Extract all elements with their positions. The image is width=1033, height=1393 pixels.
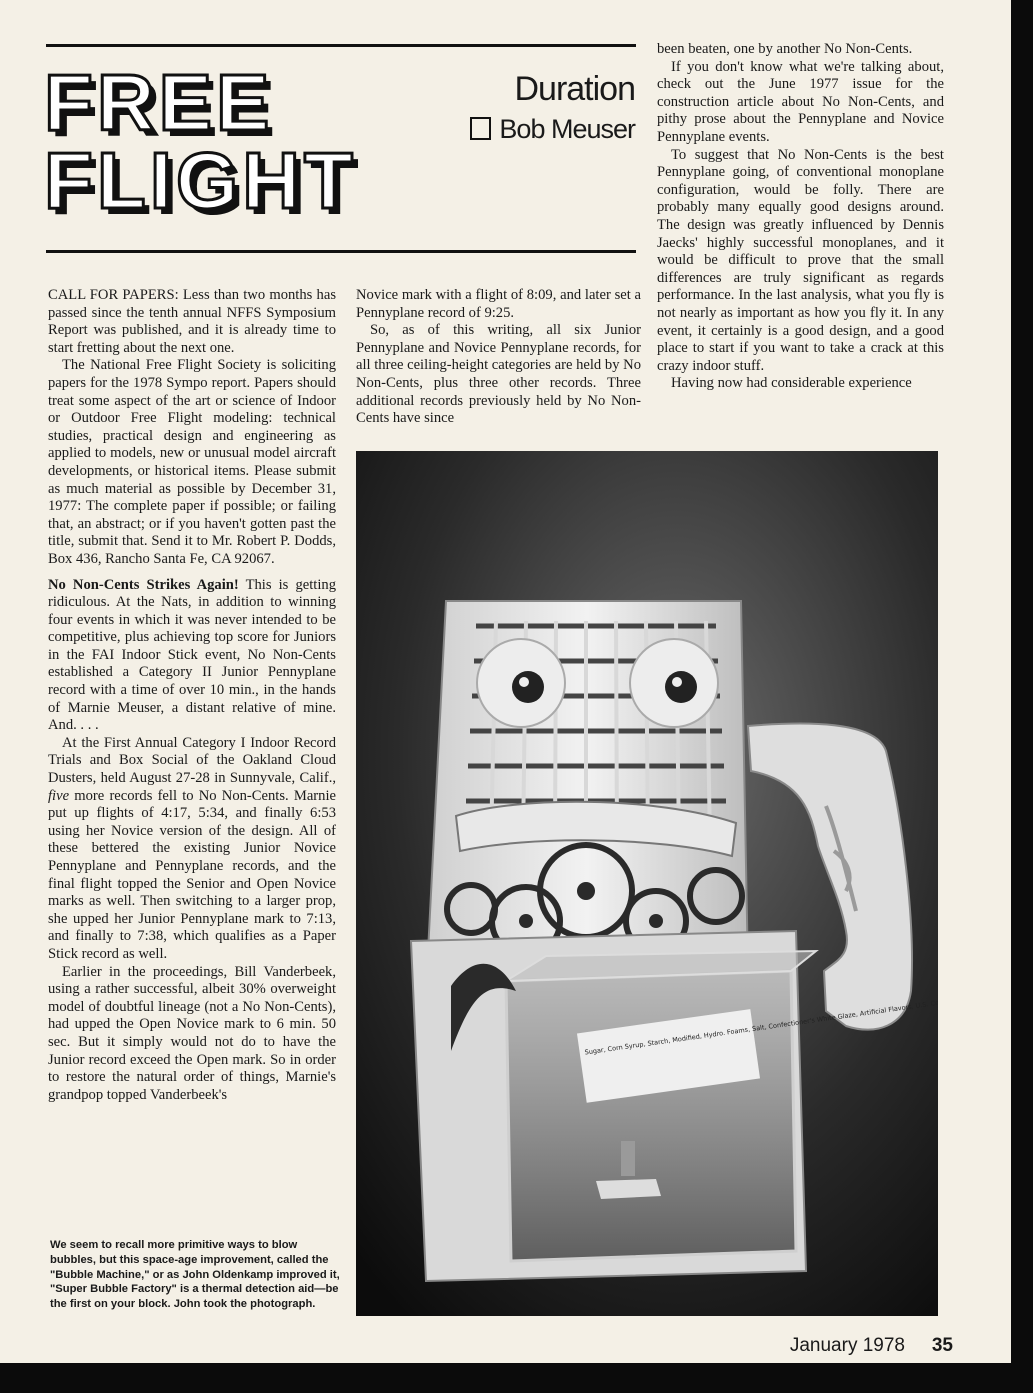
- paragraph: So, as of this writing, all six Junior Pennyplane and Novice Pennyplane records, for all three ceiling-height categories are held by No Non-Cents, plus three other records. Three additional records previously held by No Non-Cents have since: [356, 322, 641, 427]
- checkbox-icon: [470, 117, 491, 140]
- paragraph: At the First Annual Category I Indoor Record Trials and Box Social of the Oakland Cloud Dusters, held August 27-28 in Sunnyvale, Calif., five more records fell to No Non-Cents. Marnie put up flights of 4:17, 5:34, and finally 6:53 using her Novice version of the design. All of these bettered the existing Junior Novice Pennyplane and Pennyplane records, and the final flight topped the Senior and Open Novice marks as well. Then switching to a larger prop, she upped her Junior Pennyplane mark to 7:13, and finally to 7:38, which qualifies as a Paper Stick record as well.: [48, 734, 336, 962]
- paragraph: No Non-Cents Strikes Again! This is getting ridiculous. At the Nats, in addition to winning four events in which it was never intended to be competitive, plus achieving top score for Juniors in the FAI Indoor Stick event, No Non-Cents established a Category II Junior Pennyplane record with a time of over 10 min., in the hands of Marnie Meuser, a distant relative of mine. And. . . .: [48, 576, 336, 734]
- photo-caption: We seem to recall more primitive ways to blow bubbles, but this space-age improvement, called the "Bubble Machine," or as John Oldenkamp improved it, "Super Bubble Factory" is a thermal detection aid—be the first on your block. John took the photograph.: [50, 1239, 340, 1311]
- paragraph: been beaten, one by another No Non-Cents.: [657, 41, 913, 57]
- paragraph: The National Free Flight Society is soliciting papers for the 1978 Sympo report. Papers should treat some aspect of the art or science of Indoor or Outdoor Free Flight modeling: technical studies, practical design and engineering as applied to models, new or unusual model aircraft developments, or historical items. Please submit as much material as possible by December 31, 1977: The complete paper if possible; or failing that, an abstract; or if you haven't gotten past the title, submit that. Send it to Mr. Robert P. Dodds, Box 436, Rancho Santa Fe, CA 92067.: [48, 357, 336, 567]
- paragraph: CALL FOR PAPERS: Less than two months has passed since the tenth annual NFFS Symposium Report was published, and it is already time to start fretting about the next one.: [48, 287, 336, 356]
- column-1: [48, 287, 336, 1104]
- bottom-rule: [46, 250, 636, 253]
- subheading: No Non-Cents Strikes Again!: [48, 576, 239, 593]
- author-name: Bob Meuser: [499, 114, 635, 144]
- column-3: [657, 41, 944, 393]
- scan-border-right: [1011, 0, 1033, 1393]
- candy-label-text: Sugar, Corn Syrup, Starch, Modified, Hydro. Foams, Salt, Confectioner's White Glaze, Artificial Flavors, U.S. Certified: [584, 996, 938, 1057]
- issue-date: January 1978: [789, 1335, 905, 1356]
- logo-line-1: FREE: [44, 58, 274, 147]
- top-rule: [46, 44, 636, 47]
- logo-line-2: FLIGHT: [44, 136, 357, 225]
- column-2: [356, 287, 641, 428]
- photo-illustration: [356, 451, 938, 1316]
- free-flight-logo: [44, 58, 389, 225]
- section-title: Duration: [514, 70, 635, 108]
- paragraph: Earlier in the proceedings, Bill Vanderbeek, using a rather successful, albeit 30% overweight model of doubtful lineage (not a No Non-Cents), had upped the Open Novice mark to 6 min. 50 sec. But it simply would not do to have the Junior record exceed the Open mark. So in order to restore the natural order of things, Marnie's grandpop topped Vanderbeek's: [48, 963, 336, 1103]
- paragraph: If you don't know what we're talking about, check out the June 1977 issue for the construction article about No Non-Cents, and pithy prose about the Pennyplane and Novice Pennyplane events.: [657, 58, 944, 145]
- paragraph: Having now had considerable experience: [671, 375, 912, 392]
- author-byline: [470, 114, 635, 145]
- scan-border-bottom: [0, 1363, 1033, 1393]
- bubble-machine-photo: [356, 451, 938, 1316]
- paragraph: To suggest that No Non-Cents is the best Pennyplane going, of conventional monoplane configuration, would be folly. There are probably many equally good designs around. The design was greatly influenced by Dennis Jaecks' highly successful monoplanes, and it would be difficult to prove that the small differences are truly significant as regards performance. In the last analysis, what you fly is not nearly as important as how you fly it. In any event, it certainly is a good design, and a good place to start if you want to take a crack at this crazy indoor stuff.: [657, 146, 944, 374]
- paragraph: Novice mark with a flight of 8:09, and later set a Pennyplane record of 9:25.: [356, 287, 641, 321]
- page-number: 35: [931, 1335, 953, 1356]
